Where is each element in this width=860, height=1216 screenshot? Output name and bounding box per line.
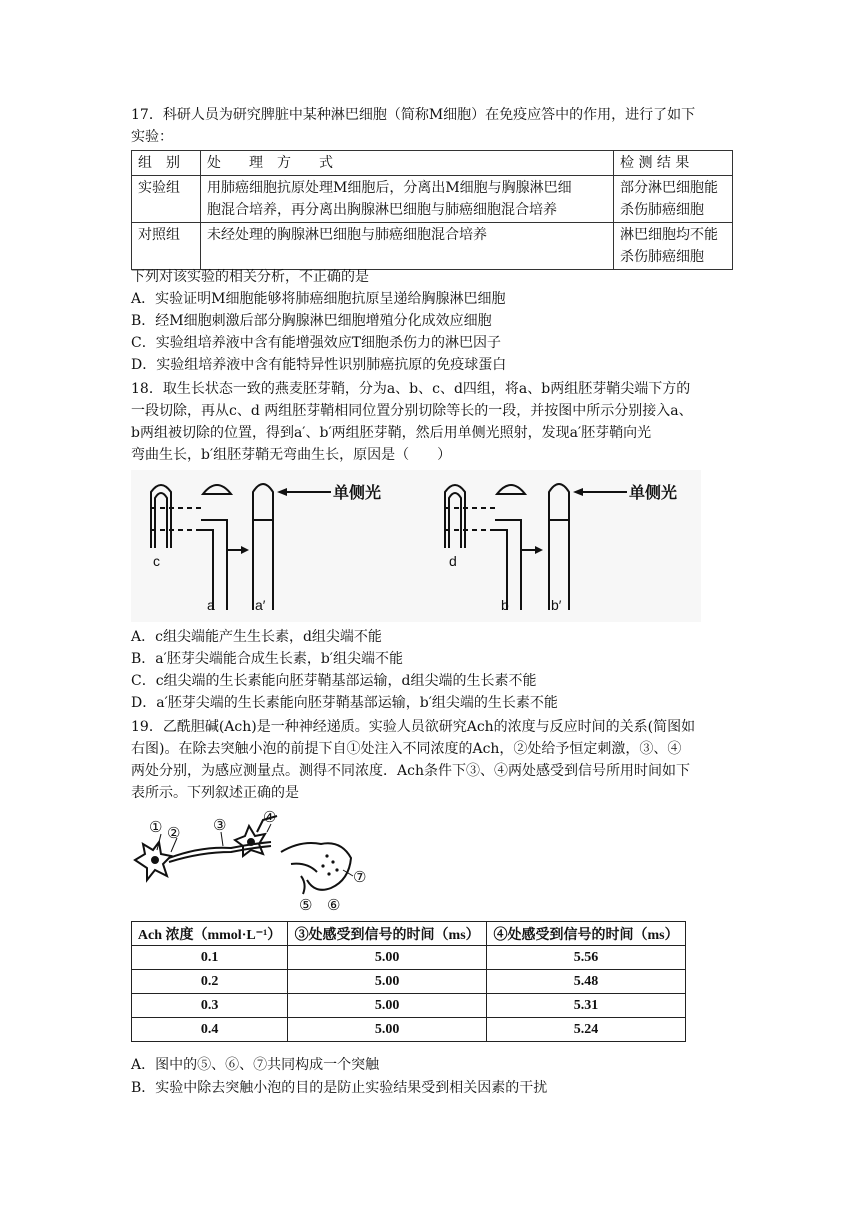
mark-4: ④	[263, 810, 277, 826]
cell-treatment: 用肺癌细胞抗原处理M细胞后，分离出M细胞与胸腺淋巴细 胞混合培养，再分离出胸腺淋巴细胞与肺癌细胞混合培养	[201, 176, 614, 223]
label-b: b	[501, 597, 509, 613]
mark-5: ⑤	[299, 897, 313, 914]
table-row	[132, 970, 686, 994]
light-label-right: 单侧光	[629, 485, 678, 502]
header-site3-time: ③处感受到信号的时间（ms）	[288, 922, 487, 946]
mark-6: ⑥	[327, 897, 341, 914]
ach-table	[131, 921, 686, 1042]
mark-2: ②	[167, 825, 181, 842]
cell: 5.48	[487, 970, 686, 994]
mark-7: ⑦	[353, 869, 367, 886]
q18-stem-4: 弯曲生长，b′组胚芽鞘无弯曲生长，原因是（ ）	[131, 447, 452, 463]
q17-prompt: 下列对该实验的相关分析，不正确的是	[131, 269, 369, 285]
neuron-figure	[131, 810, 391, 914]
q17-option-d[interactable]: D．实验组培养液中含有能特异性识别肺癌抗原的免疫球蛋白	[131, 357, 507, 373]
q18-stem-1: 18．取生长状态一致的燕麦胚芽鞘，分为a、b、c、d四组，将a、b两组胚芽鞘尖端下方的	[131, 381, 691, 397]
mark-1: ①	[149, 819, 163, 836]
label-b-prime: b′	[551, 597, 562, 613]
cell: 0.3	[132, 994, 288, 1018]
q18-stem-2: 一段切除，再从c、d 两组胚芽鞘相同位置分别切除等长的一段，并按图中所示分别接入a、	[131, 403, 693, 419]
q17-stem: 17．科研人员为研究脾脏中某种淋巴细胞（简称M细胞）在免疫应答中的作用，进行了如下	[131, 107, 696, 123]
table-row	[132, 946, 686, 970]
mark-3: ③	[213, 817, 227, 834]
header-site4-time: ④处感受到信号的时间（ms）	[487, 922, 686, 946]
cell-treatment: 未经处理的胸腺淋巴细胞与肺癌细胞混合培养	[201, 223, 614, 270]
q17-option-a[interactable]: A．实验证明M细胞能够将肺癌细胞抗原呈递给胸腺淋巴细胞	[131, 291, 506, 307]
light-label-left: 单侧光	[333, 485, 382, 502]
header-result: 检 测 结 果	[614, 151, 733, 176]
q18-stem-3: b两组被切除的位置，得到a′、b′两组胚芽鞘，然后用单侧光照射，发现a′胚芽鞘向光	[131, 425, 652, 441]
coleoptile-figure	[131, 470, 701, 622]
q19-stem-1: 19．乙酰胆碱(Ach)是一种神经递质。实验人员欲研究Ach的浓度与反应时间的关系(简图如	[131, 719, 696, 735]
q17-stem-2: 实验：	[131, 129, 173, 145]
cell-group: 对照组	[132, 223, 201, 270]
cell: 5.00	[288, 1018, 487, 1042]
q17-table	[131, 150, 733, 270]
cell: 0.2	[132, 970, 288, 994]
header-concentration: Ach 浓度（mmol·L⁻¹）	[132, 922, 288, 946]
table-row	[132, 176, 733, 223]
q18-option-a[interactable]: A．c组尖端能产生生长素，d组尖端不能	[131, 629, 382, 645]
q18-option-b[interactable]: B．a′胚芽尖端能合成生长素，b′组尖端不能	[131, 651, 403, 667]
q19-stem-4: 表所示。下列叙述正确的是	[131, 785, 299, 801]
cell-result: 淋巴细胞均不能 杀伤肺癌细胞	[614, 223, 733, 270]
cell-result: 部分淋巴细胞能 杀伤肺癌细胞	[614, 176, 733, 223]
header-group: 组 别	[132, 151, 201, 176]
q18-option-c[interactable]: C．c组尖端的生长素能向胚芽鞘基部运输，d组尖端的生长素不能	[131, 673, 537, 689]
q17-option-b[interactable]: B．经M细胞刺激后部分胸腺淋巴细胞增殖分化成效应细胞	[131, 313, 492, 329]
cell-group: 实验组	[132, 176, 201, 223]
q18-option-d[interactable]: D．a′胚芽尖端的生长素能向胚芽鞘基部运输，b′组尖端的生长素不能	[131, 695, 558, 711]
cell: 5.31	[487, 994, 686, 1018]
table-header-row	[132, 922, 686, 946]
cell: 5.00	[288, 946, 487, 970]
header-treatment: 处 理 方 式	[201, 151, 614, 176]
q19-option-b[interactable]: B．实验中除去突触小泡的目的是防止实验结果受到相关因素的干扰	[131, 1080, 548, 1096]
label-c: c	[153, 553, 160, 569]
label-d: d	[449, 553, 457, 569]
cell: 0.1	[132, 946, 288, 970]
cell: 5.56	[487, 946, 686, 970]
table-row	[132, 223, 733, 270]
cell: 5.24	[487, 1018, 686, 1042]
cell: 5.00	[288, 994, 487, 1018]
label-a-prime: a′	[255, 597, 266, 613]
cell: 0.4	[132, 1018, 288, 1042]
label-a: a	[207, 597, 215, 613]
table-row	[132, 1018, 686, 1042]
table-row	[132, 994, 686, 1018]
q17-option-c[interactable]: C．实验组培养液中含有能增强效应T细胞杀伤力的淋巴因子	[131, 335, 502, 351]
cell: 5.00	[288, 970, 487, 994]
q19-option-a[interactable]: A．图中的⑤、⑥、⑦共同构成一个突触	[131, 1057, 380, 1073]
q19-stem-2: 右图)。在除去突触小泡的前提下自①处注入不同浓度的Ach，②处给予恒定刺激，③、④	[131, 741, 682, 757]
q19-stem-3: 两处分别，为感应测量点。测得不同浓度．Ach条件下③、④两处感受到信号所用时间如下	[131, 763, 690, 779]
table-header-row	[132, 151, 733, 176]
